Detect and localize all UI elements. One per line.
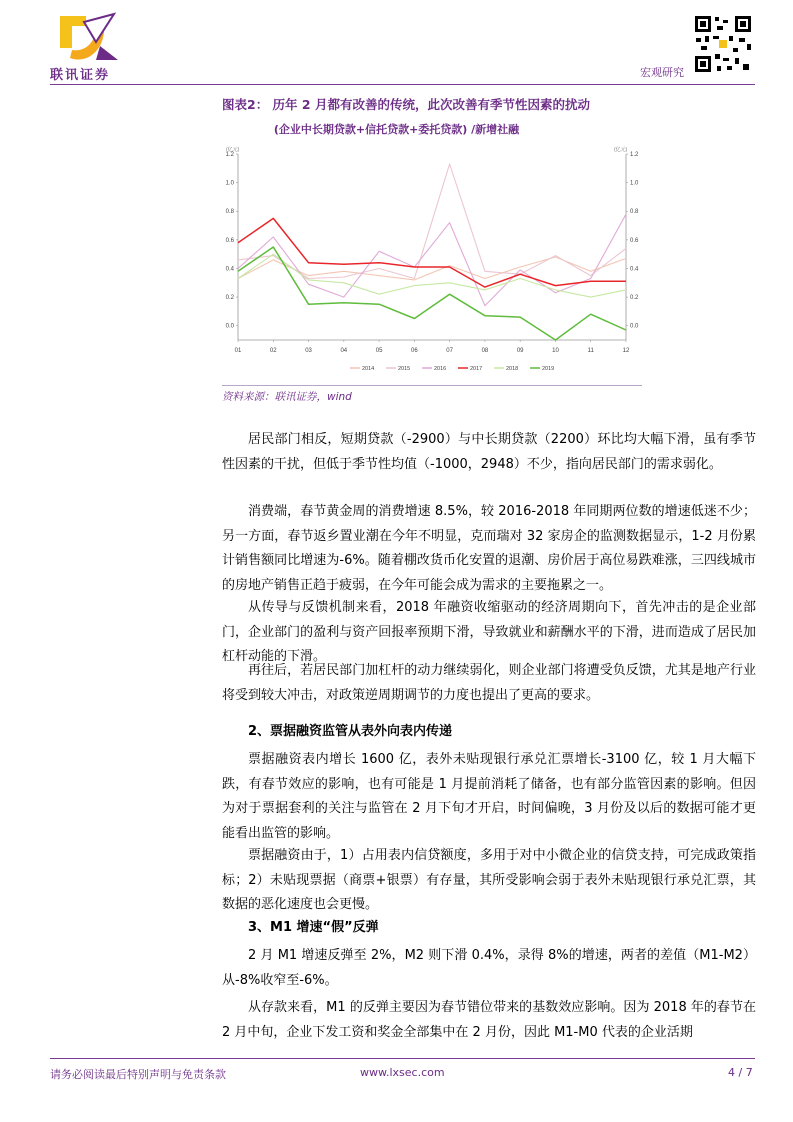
- legend-label: 2014: [362, 366, 375, 372]
- y-tick-label: 0.6: [225, 237, 234, 244]
- x-tick-label: 12: [622, 348, 630, 354]
- x-tick-label: 01: [234, 348, 242, 354]
- chart-title: (企业中长期贷款+信托贷款+委托贷款) /新增社融: [273, 123, 520, 136]
- y-tick-label-right: 0.6: [630, 237, 639, 244]
- right-unit-label: (亿元): [614, 147, 628, 153]
- chart-svg: [222, 140, 642, 383]
- legend-label: 2017: [470, 366, 483, 372]
- y-tick-label-right: 0.8: [630, 209, 639, 216]
- paragraph: 消费端，春节黄金周的消费增速 8.5%，较 2016-2018 年同期两位数的增速低迷不少；另一方面，春节返乡置业潮在今年不明显，克而瑞对 32 家房企的监测数据显示，1-2 月份累计销售额同比增速为-6%。随着棚改货币化安置的退潮、房价居于高位易跌难涨，三四线城市的房地产销售正趋于疲弱，在今年可能会成为需求的主要拖累之一。: [222, 504, 756, 593]
- page-header: [0, 0, 793, 90]
- header-divider: [50, 84, 755, 85]
- y-tick-label: 1.2: [225, 152, 234, 158]
- legend-label: 2015: [398, 366, 411, 372]
- source-divider: [222, 385, 642, 386]
- x-tick-label: 10: [552, 348, 559, 354]
- qr-code-icon: [693, 14, 753, 74]
- x-tick-label: 05: [375, 348, 383, 354]
- section-heading: 2、票据融资监管从表外向表内传递: [248, 724, 453, 739]
- y-tick-label: 0.2: [225, 295, 234, 302]
- section-heading: 3、M1 增速“假”反弹: [248, 920, 379, 935]
- department-label: 宏观研究: [640, 66, 684, 79]
- y-tick-label-right: 0.4: [630, 266, 639, 273]
- x-tick-label: 07: [446, 348, 453, 354]
- figure-title: 图表2： 历年 2 月都有改善的传统，此次改善有季节性因素的扰动: [222, 97, 590, 112]
- footer-disclaimer: 请务必阅读最后特别声明与免责条款: [50, 1068, 226, 1081]
- footer-divider: [50, 1058, 755, 1059]
- paragraph: 从存款来看，M1 的反弹主要因为春节错位带来的基数效应影响。因为 2018 年的春节在 2 月中旬，企业下发工资和奖金全部集中在 2 月份，因此 M1-M0 代表的企业活期: [222, 1000, 756, 1040]
- x-tick-label: 03: [305, 348, 312, 354]
- legend-label: 2019: [542, 366, 555, 372]
- y-tick-label-right: 1.2: [630, 152, 639, 158]
- paragraph: 票据融资由于，1）占用表内信贷额度，多用于对中小微企业的信贷支持，可完成政策指标；2）未贴现票据（商票+银票）有存量，其所受影响会弱于表外未贴现银行承兑汇票，其数据的恶化速度也会更慢。: [222, 848, 756, 912]
- logo-text: 联讯证券: [50, 68, 111, 83]
- y-tick-label-right: 0.2: [630, 295, 639, 302]
- y-tick-label: 0.8: [225, 209, 234, 216]
- y-tick-label: 0.0: [225, 323, 234, 330]
- x-tick-label: 11: [587, 348, 594, 354]
- footer-website[interactable]: www.lxsec.com: [360, 1066, 445, 1079]
- footer-page-number: 4 / 7: [728, 1066, 753, 1079]
- y-tick-label-right: 1.0: [630, 180, 639, 187]
- legend-label: 2016: [434, 366, 447, 372]
- x-tick-label: 04: [340, 348, 348, 354]
- x-tick-label: 08: [481, 348, 489, 354]
- x-tick-label: 06: [411, 348, 418, 354]
- paragraph: 居民部门相反，短期贷款（-2900）与中长期贷款（2200）环比均大幅下滑，虽有季节性因素的干扰，但低于季节性均值（-1000，2948）不少，指向居民部门的需求弱化。: [222, 432, 757, 472]
- paragraph: 从传导与反馈机制来看，2018 年融资收缩驱动的经济周期向下，首先冲击的是企业部门，企业部门的盈利与资产回报率预期下滑，导致就业和薪酬水平的下滑，进而造成了居民加杠杆动能的下滑。: [222, 600, 756, 664]
- legend-label: 2018: [506, 366, 519, 372]
- paragraph: 再往后，若居民部门加杠杆的动力继续弱化，则企业部门将遭受负反馈，尤其是地产行业将受到较大冲击，对政策逆周期调节的力度也提出了更高的要求。: [222, 663, 756, 703]
- y-tick-label-right: 0.0: [630, 323, 639, 330]
- x-tick-label: 09: [516, 348, 524, 354]
- y-tick-label: 1.0: [225, 180, 234, 187]
- x-tick-label: 02: [269, 348, 277, 354]
- lianxun-logo-icon: [56, 12, 122, 64]
- figure-source: 资料来源：联讯证券，wind: [222, 391, 352, 403]
- paragraph: 2 月 M1 增速反弹至 2%，M2 则下滑 0.4%，录得 8%的增速，两者的差值（M1-M2）从-8%收窄至-6%。: [222, 948, 756, 988]
- left-unit-label: (亿元): [226, 147, 240, 153]
- line-chart: [222, 140, 642, 383]
- y-tick-label: 0.4: [225, 266, 234, 273]
- paragraph: 票据融资表内增长 1600 亿，表外未贴现银行承兑汇票增长-3100 亿，较 1 月大幅下跌，有春节效应的影响，也有可能是 1 月提前消耗了储备，也有部分监管因素的影响。但因为对于票据套利的关注与监管在 2 月下旬才开启，时间偏晚，3 月份及以后的数据可能才更能看出监管的影响。: [222, 752, 756, 841]
